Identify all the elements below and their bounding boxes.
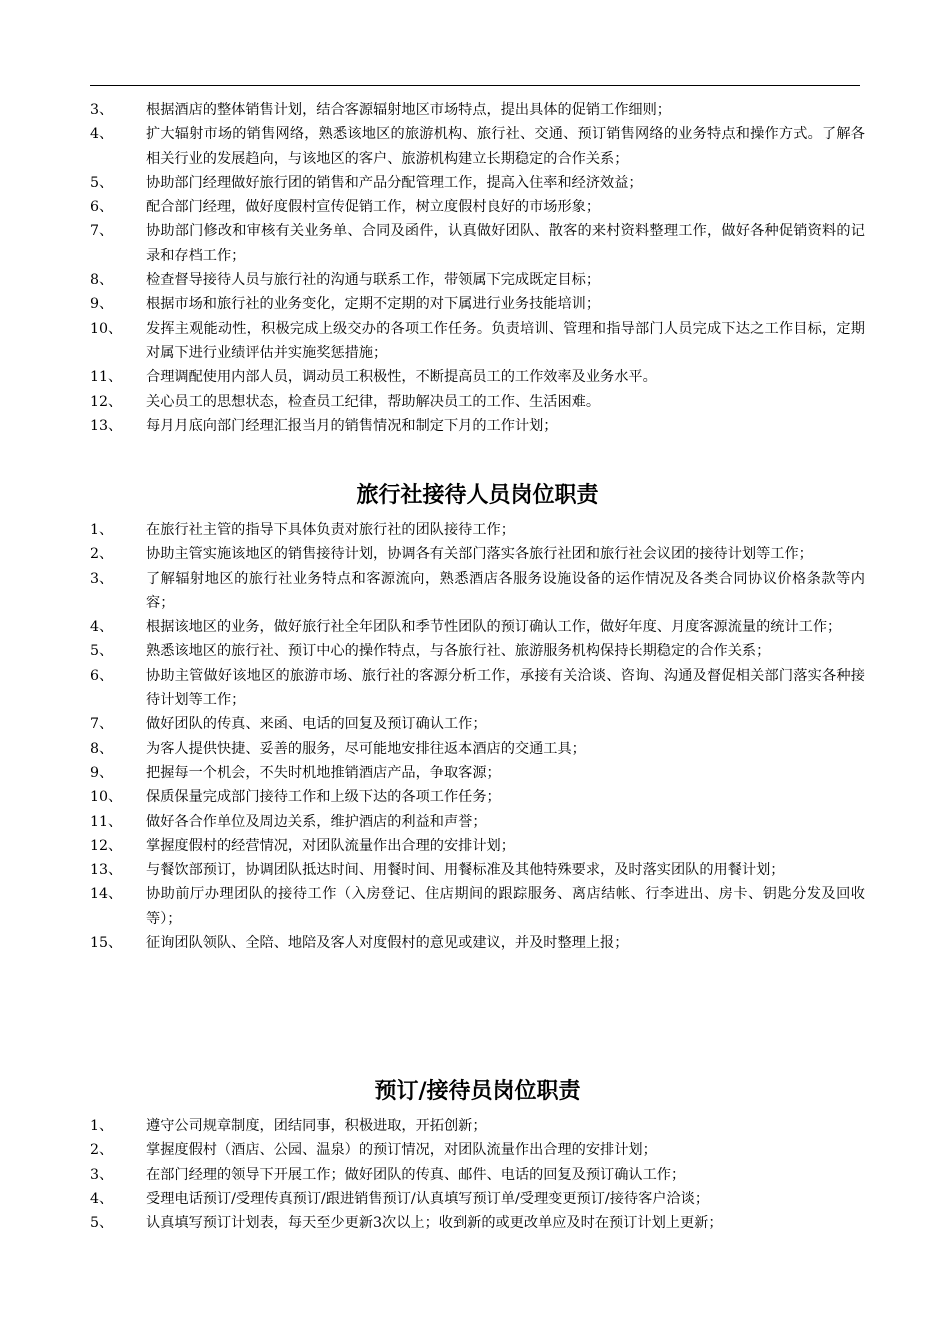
item-text: 协助前厅办理团队的接待工作（入房登记、住店期间的跟踪服务、离店结帐、行李进出、房卡、钥匙分发及回收等）；: [146, 886, 865, 927]
item-text: 关心员工的思想状态，检查员工纪律，帮助解决员工的工作、生活困难。: [146, 393, 601, 410]
item-number: 13、: [90, 862, 123, 879]
item-text: 做好团队的传真、来函、电话的回复及预订确认工作；: [146, 716, 487, 733]
section-travel-agency-reception: [90, 478, 865, 955]
item-text: 了解辐射地区的旅行社业务特点和客源流向，熟悉酒店各服务设施设备的运作情况及各类合同协议价格条款等内容；: [146, 570, 865, 611]
item-number: 1、: [90, 1118, 114, 1134]
item-number: 7、: [90, 716, 114, 733]
item-text: 协助主管实施该地区的销售接待计划，协调各有关部门落实各旅行社团和旅行社会议团的接待计划等工作；: [146, 546, 813, 563]
item-number: 11、: [90, 369, 123, 386]
item-text: 为客人提供快捷、妥善的服务，尽可能地安排往返本酒店的交通工具；: [146, 740, 586, 757]
list-item: [90, 1138, 865, 1162]
item-text: 扩大辐射市场的销售网络，熟悉该地区的旅游机构、旅行社、交通、预订销售网络的业务特点和操作方式。了解各相关行业的发展趋向，与该地区的客户、旅游机构建立长期稳定的合作关系；: [146, 126, 865, 167]
item-number: 3、: [90, 570, 114, 587]
list-item: [90, 712, 865, 736]
item-text: 在旅行社主管的指导下具体负责对旅行社的团队接待工作；: [146, 522, 515, 538]
item-number: 15、: [90, 935, 123, 952]
item-number: 4、: [90, 1190, 114, 1207]
item-number: 3、: [90, 1166, 114, 1183]
section-title: 预订/接待员岗位职责: [374, 1078, 581, 1104]
list-item: [90, 810, 865, 834]
list-item: [90, 317, 865, 366]
list-item: [90, 365, 865, 389]
item-number: 5、: [90, 1215, 114, 1232]
item-number: 1、: [90, 522, 114, 538]
list-item: [90, 1187, 865, 1211]
list-item: [90, 268, 865, 292]
item-text: 掌握度假村（酒店、公园、温泉）的预订情况，对团队流量作出合理的安排计划；: [146, 1142, 657, 1159]
list-item: [90, 219, 865, 268]
item-text: 做好各合作单位及周边关系，维护酒店的利益和声誉；: [146, 813, 487, 830]
item-number: 5、: [90, 174, 114, 191]
item-number: 14、: [90, 886, 123, 903]
list-item: [90, 1211, 865, 1235]
list-item: [90, 567, 865, 616]
list-item: [90, 292, 865, 316]
list-item: [90, 664, 865, 713]
list-item: [90, 785, 865, 809]
item-number: 8、: [90, 272, 114, 289]
list-item: [90, 390, 865, 414]
list-item: [90, 858, 865, 882]
list-item: [90, 615, 865, 639]
list-item: [90, 518, 865, 542]
item-text: 协助部门经理做好旅行团的销售和产品分配管理工作，提高入住率和经济效益；: [146, 174, 643, 191]
header-rule: [90, 85, 860, 86]
item-text: 检查督导接待人员与旅行社的沟通与联系工作，带领属下完成既定目标；: [146, 272, 601, 289]
item-text: 协助主管做好该地区的旅游市场、旅行社的客源分析工作，承接有关洽谈、咨询、沟通及督促相关部门落实各种接待计划等工作；: [146, 667, 865, 709]
list-item: [90, 761, 865, 785]
item-text: 协助部门修改和审核有关业务单、合同及函件，认真做好团队、散客的来村资料整理工作，做好各种促销资料的记录和存档工作；: [146, 223, 865, 264]
item-number: 9、: [90, 296, 114, 313]
list-item: [90, 639, 865, 663]
list-item: [90, 737, 865, 761]
item-number: 13、: [90, 417, 123, 434]
list-item: [90, 1114, 865, 1138]
duty-list: [90, 98, 865, 438]
item-text: 保质保量完成部门接待工作和上级下达的各项工作任务；: [146, 789, 501, 806]
item-number: 4、: [90, 619, 114, 636]
list-item: [90, 195, 865, 219]
section-title: 旅行社接待人员岗位职责: [356, 482, 599, 508]
item-number: 10、: [90, 320, 123, 337]
list-item: [90, 414, 865, 438]
item-text: 掌握度假村的经营情况，对团队流量作出合理的安排计划；: [146, 837, 515, 854]
item-text: 遵守公司规章制度，团结同事，积极进取，开拓创新；: [146, 1118, 487, 1134]
item-text: 根据该地区的业务，做好旅行社全年团队和季节性团队的预订确认工作，做好年度、月度客源流量的统计工作；: [146, 619, 842, 636]
item-text: 认真填写预订计划表，每天至少更新3次以上；收到新的或更改单应及时在预订计划上更新；: [146, 1215, 723, 1232]
item-text: 熟悉该地区的旅行社、预订中心的操作特点，与各旅行社、旅游服务机构保持长期稳定的合作关系；: [146, 643, 771, 660]
item-text: 与餐饮部预订，协调团队抵达时间、用餐时间、用餐标准及其他特殊要求，及时落实团队的用餐计划；: [146, 862, 785, 879]
list-item: [90, 931, 865, 955]
item-number: 2、: [90, 1142, 114, 1159]
item-number: 3、: [90, 102, 114, 118]
list-item: [90, 882, 865, 931]
item-number: 2、: [90, 546, 114, 563]
list-item: [90, 1163, 865, 1187]
item-number: 10、: [90, 789, 123, 806]
list-item: [90, 542, 865, 566]
item-text: 征询团队领队、全陪、地陪及客人对度假村的意见或建议，并及时整理上报；: [146, 935, 629, 952]
section-reservation-reception: [90, 1074, 865, 1235]
list-item: [90, 834, 865, 858]
item-text: 合理调配使用内部人员，调动员工积极性，不断提高员工的工作效率及业务水平。: [146, 369, 657, 386]
list-item: [90, 122, 865, 171]
item-number: 4、: [90, 126, 114, 143]
item-text: 在部门经理的领导下开展工作；做好团队的传真、邮件、电话的回复及预订确认工作；: [146, 1166, 686, 1183]
list-item: [90, 171, 865, 195]
item-number: 12、: [90, 393, 123, 410]
item-number: 7、: [90, 223, 114, 240]
item-number: 5、: [90, 643, 114, 660]
item-text: 发挥主观能动性，积极完成上级交办的各项工作任务。负责培训、管理和指导部门人员完成下达之工作目标，定期对属下进行业绩评估并实施奖惩措施；: [146, 320, 865, 361]
item-text: 根据酒店的整体销售计划，结合客源辐射地区市场特点，提出具体的促销工作细则；: [146, 102, 671, 118]
section-sales-duties: [90, 98, 865, 438]
item-number: 8、: [90, 740, 114, 757]
duty-list: [90, 518, 865, 955]
list-item: [90, 98, 865, 122]
item-text: 受理电话预订/受理传真预订/跟进销售预订/认真填写预订单/受理变更预订/接待客户洽谈；: [146, 1190, 710, 1207]
item-text: 根据市场和旅行社的业务变化，定期不定期的对下属进行业务技能培训；: [146, 296, 601, 313]
item-number: 11、: [90, 813, 123, 830]
item-number: 6、: [90, 667, 114, 684]
item-number: 6、: [90, 199, 114, 216]
item-text: 配合部门经理，做好度假村宣传促销工作，树立度假村良好的市场形象；: [146, 199, 601, 216]
item-text: 把握每一个机会，不失时机地推销酒店产品，争取客源；: [146, 764, 501, 781]
item-number: 9、: [90, 764, 114, 781]
duty-list: [90, 1114, 865, 1235]
item-text: 每月月底向部门经理汇报当月的销售情况和制定下月的工作计划；: [146, 417, 558, 434]
item-number: 12、: [90, 837, 123, 854]
